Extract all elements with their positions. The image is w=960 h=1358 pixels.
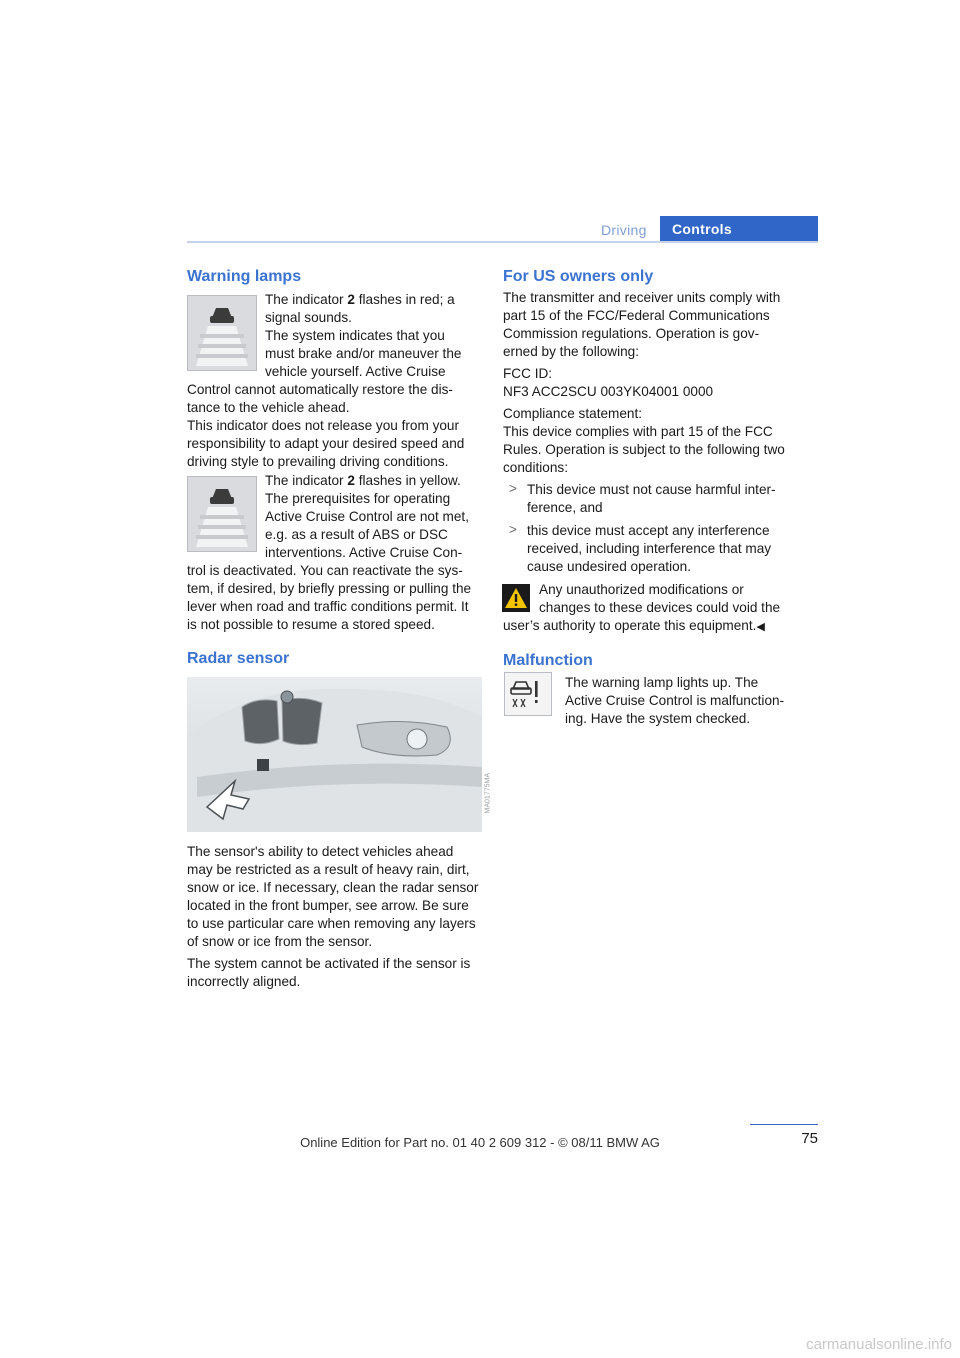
malfunction-text: The warning lamp lights up. The Active Cruise Control is malfunction- ing. Have the system checked. <box>565 675 785 726</box>
condition-1: This device must not cause harmful inter- ference, and <box>527 482 776 515</box>
fcc-id: FCC ID: NF3 ACC2SCU 003YK04001 0000 <box>503 366 714 399</box>
header-rule <box>187 241 818 243</box>
warning-lamps-heading: Warning lamps <box>187 268 302 285</box>
malfunction-heading: Malfunction <box>503 652 593 669</box>
radar-sensor-car-image <box>187 677 491 832</box>
watermark: carmanualsonline.info <box>806 1336 952 1353</box>
page-number: 75 <box>801 1130 818 1147</box>
image-code: MA01775MA <box>484 773 491 814</box>
warning-red-text-b: Control cannot automatically restore the dis- tance to the vehicle ahead. This indicator does not release you from your responsibility to adapt your desired speed and driving style to prevailing driving conditions. <box>187 382 465 469</box>
warning-yellow-text-b: trol is deactivated. You can reactivate the sys- tem, if desired, by briefly pressing or pulling the lever when road and traffic conditions permit. It is not possible to resume a stored speed. <box>187 563 472 632</box>
warning-triangle-icon <box>502 584 530 612</box>
footer-edition: Online Edition for Part no. 01 40 2 609 312 - © 08/11 BMW AG <box>300 1135 660 1150</box>
radar-paragraph-2: The system cannot be activated if the sensor is incorrectly aligned. <box>187 956 471 989</box>
us-owners-paragraph: The transmitter and receiver units comply with part 15 of the FCC/Federal Communications Commission regulations. Operation is gov- erned by the following: <box>503 290 781 359</box>
radar-sensor-heading: Radar sensor <box>187 650 290 667</box>
compliance-statement: Compliance statement: This device complies with part 15 of the FCC Rules. Operation is subject to the following two conditions: <box>503 406 785 475</box>
page-number-rule <box>750 1124 818 1125</box>
warning-notice-b: user’s authority to operate this equipment.◀ <box>503 618 765 633</box>
acc-indicator-red-image <box>187 295 257 371</box>
acc-indicator-yellow-image <box>187 476 257 552</box>
warning-yellow-text-a: The indicator 2 flashes in yellow. The prerequisites for operating Active Cruise Control are not met, e.g. as a result of ABS or DSC interventions. Active Cruise Con- <box>265 473 469 560</box>
header-chapter: Controls <box>660 216 818 242</box>
bullet-marker: > <box>509 481 517 496</box>
radar-paragraph-1: The sensor's ability to detect vehicles ahead may be restricted as a result of heavy rain, dirt, snow or ice. If necessary, clean the radar sensor located in the front bumper, see arrow. Be sure to use particular care when removing any layers of snow or ice from the sensor. <box>187 844 479 949</box>
condition-2: this device must accept any interference received, including interference that may cause undesired operation. <box>527 523 772 574</box>
bullet-marker: > <box>509 522 517 537</box>
warning-notice-a: Any unauthorized modifications or changes to these devices could void the <box>539 582 781 615</box>
warning-red-text-a: The indicator 2 flashes in red; a signal sounds. The system indicates that you must brake and/or maneuver the vehicle yourself. Active Cruise <box>265 292 462 379</box>
us-owners-heading: For US owners only <box>503 268 654 285</box>
acc-malfunction-icon <box>504 672 552 716</box>
header-section: Driving <box>601 222 647 238</box>
